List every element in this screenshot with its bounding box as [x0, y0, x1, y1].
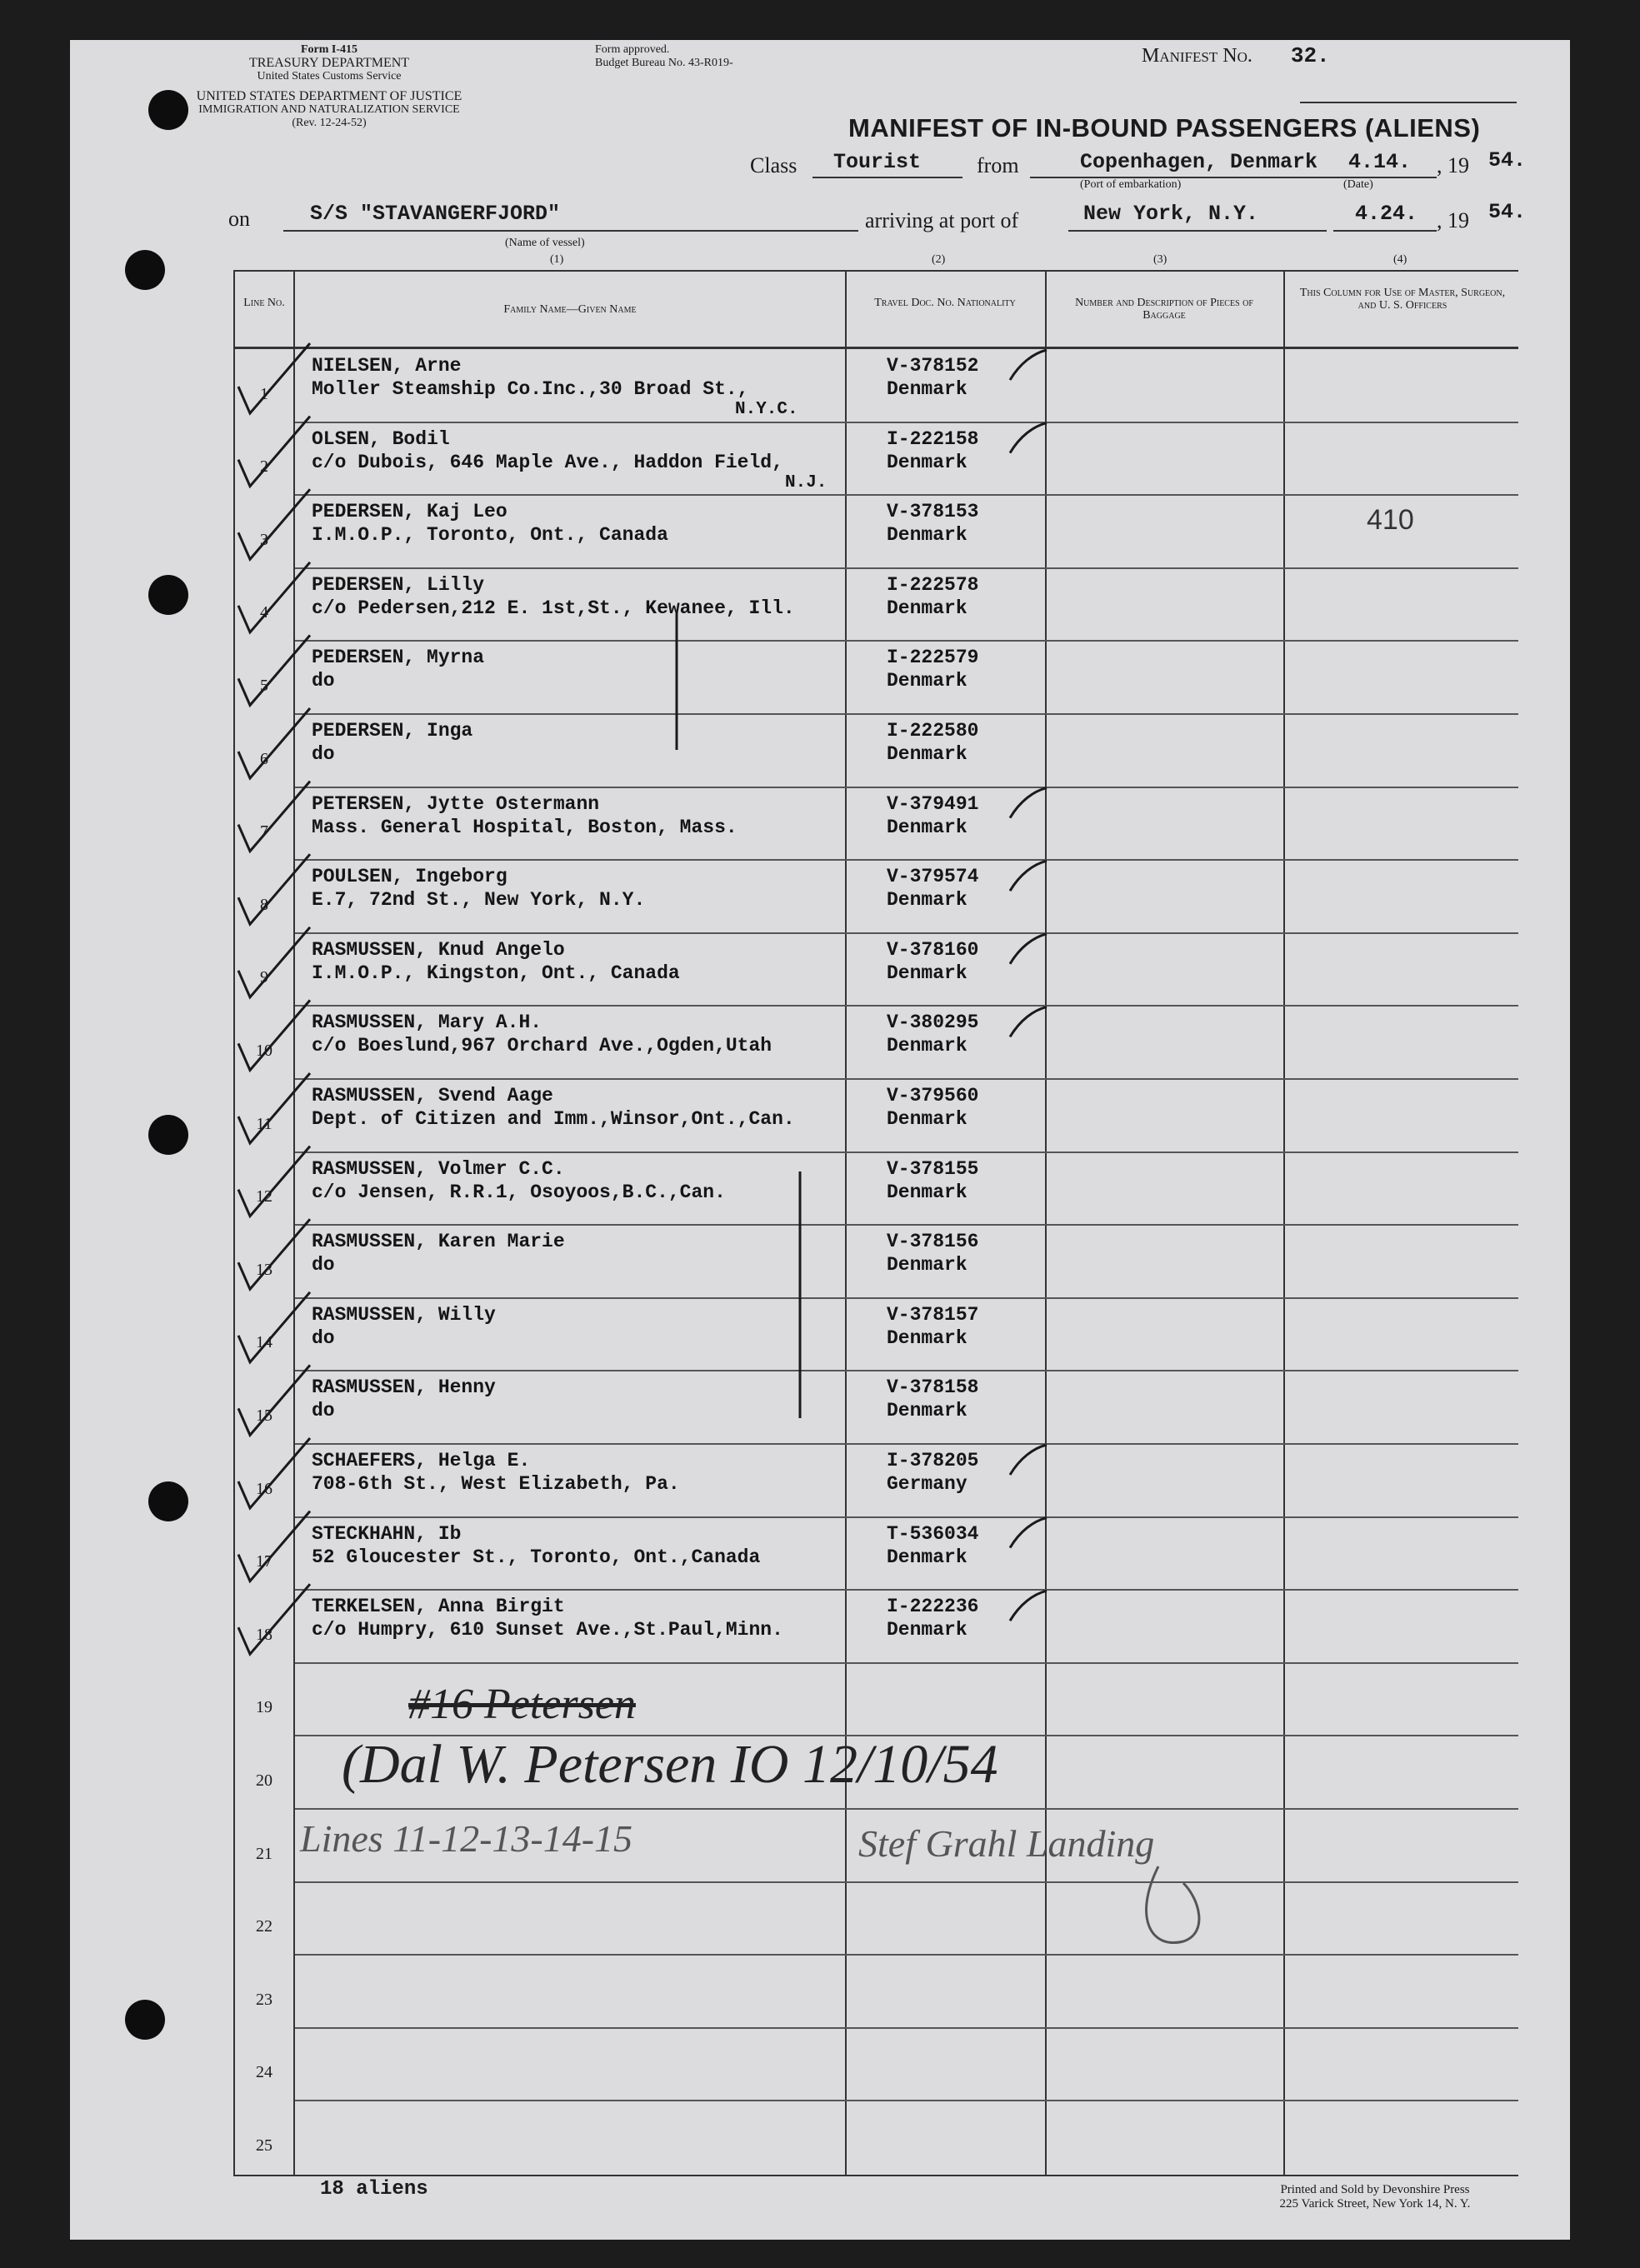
handwritten-line-19: #16 Petersen	[408, 1681, 636, 1728]
passenger-address: do	[312, 743, 335, 765]
date-caption: (Date)	[1343, 178, 1373, 191]
passenger-address: Dept. of Citizen and Imm.,Winsor,Ont.,Can.	[312, 1108, 795, 1130]
embarkation-port: Copenhagen, Denmark	[1080, 150, 1318, 174]
check-mark	[238, 489, 310, 559]
tick-slash	[1010, 350, 1047, 380]
line-number: 8	[260, 895, 268, 914]
arriving-label: arriving at port of	[865, 208, 1019, 232]
col-number-4: (4)	[1393, 253, 1408, 266]
col-header-officers: This Column for Use of Master, Surgeon, and U. S. Officers	[1299, 287, 1506, 312]
passenger-address: Moller Steamship Co.Inc.,30 Broad St.,	[312, 378, 749, 400]
printer-line-2: 225 Varick Street, New York 14, N. Y.	[1279, 2197, 1471, 2211]
line-number: 11	[256, 1114, 272, 1133]
nationality: Denmark	[887, 451, 968, 473]
travel-doc-number: I-222580	[887, 720, 979, 742]
manifest-number-label: Manifest No.	[1142, 45, 1252, 67]
nationality: Denmark	[887, 1326, 968, 1349]
year-prefix-1: , 19	[1437, 153, 1469, 177]
passenger-address-cont: N.J.	[785, 472, 828, 492]
handwritten-flourish	[1147, 1866, 1199, 1943]
check-mark	[238, 1146, 310, 1216]
col-header-line-no: Line No.	[243, 297, 285, 309]
line-number: 21	[256, 1844, 272, 1863]
travel-doc-number: V-378160	[887, 938, 979, 961]
travel-doc-number: I-378205	[887, 1450, 979, 1471]
travel-doc-number: I-222579	[887, 647, 979, 669]
passenger-name: RASMUSSEN, Volmer C.C.	[312, 1157, 565, 1180]
check-mark	[238, 782, 310, 852]
vessel-name: S/S "STAVANGERFJORD"	[310, 202, 561, 226]
handwritten-line-20: (Dal W. Petersen IO 12/10/54	[342, 1734, 998, 1795]
nationality: Denmark	[887, 1181, 968, 1203]
from-label: from	[977, 153, 1019, 177]
printer-line-1: Printed and Sold by Devonshire Press	[1280, 2183, 1470, 2196]
nationality: Denmark	[887, 378, 968, 400]
passenger-address: c/o Jensen, R.R.1, Osoyoos,B.C.,Can.	[312, 1181, 726, 1203]
passenger-name: PEDERSEN, Lilly	[312, 573, 485, 596]
passenger-address: do	[312, 670, 335, 692]
passenger-name: PETERSEN, Jytte Ostermann	[312, 792, 600, 815]
tick-slash	[1010, 1445, 1047, 1475]
line-number: 13	[256, 1260, 272, 1279]
passenger-name: RASMUSSEN, Karen Marie	[312, 1231, 565, 1253]
arrival-date: 4.24.	[1355, 202, 1418, 226]
check-mark	[238, 635, 310, 705]
nationality: Denmark	[887, 889, 968, 912]
col-number-2: (2)	[932, 253, 946, 266]
line-number: 14	[256, 1333, 272, 1352]
travel-doc-number: V-379574	[887, 866, 979, 888]
passenger-address-cont: N.Y.C.	[735, 400, 798, 419]
handwritten-line-21-note: Stef Grahl Landing	[858, 1822, 1155, 1865]
nationality: Denmark	[887, 1546, 968, 1568]
line-number: 23	[256, 1990, 272, 2009]
travel-doc-number: V-378153	[887, 501, 979, 523]
passenger-address: 52 Gloucester St., Toronto, Ont.,Canada	[312, 1546, 761, 1568]
line-number: 6	[260, 749, 268, 768]
check-mark	[238, 1511, 310, 1581]
officer-note: 410	[1367, 504, 1414, 537]
travel-doc-number: V-379491	[887, 792, 979, 815]
year-suffix-2: 54.	[1488, 200, 1527, 224]
passenger-name: RASMUSSEN, Svend Aage	[312, 1085, 553, 1107]
line-number: 24	[256, 2063, 272, 2082]
nationality: Denmark	[887, 1400, 968, 1422]
check-mark	[238, 1292, 310, 1362]
check-mark	[238, 1365, 310, 1435]
col-header-name: Family Name—Given Name	[503, 303, 637, 316]
check-mark	[238, 1000, 310, 1070]
line-number: 22	[256, 1917, 272, 1936]
page-title: MANIFEST OF IN-BOUND PASSENGERS (ALIENS)	[848, 113, 1481, 142]
line-number: 2	[260, 457, 268, 477]
tick-slash	[1010, 861, 1047, 891]
nationality: Denmark	[887, 597, 968, 619]
treasury-dept: TREASURY DEPARTMENT	[248, 56, 410, 70]
nationality: Denmark	[887, 670, 968, 692]
tick-slash	[1010, 934, 1047, 964]
passenger-address: I.M.O.P., Kingston, Ont., Canada	[312, 962, 680, 984]
year-suffix-1: 54.	[1488, 148, 1527, 172]
line-number: 15	[256, 1406, 272, 1425]
check-mark	[238, 854, 310, 924]
passenger-address: c/o Humpry, 610 Sunset Ave.,St.Paul,Minn.	[312, 1619, 783, 1641]
total-aliens: 18 aliens	[320, 2178, 428, 2201]
passenger-name: POULSEN, Ingeborg	[312, 866, 508, 888]
manifest-number-value: 32.	[1290, 43, 1330, 68]
form-revision: (Rev. 12-24-52)	[292, 117, 367, 129]
travel-doc-number: V-378157	[887, 1303, 979, 1326]
check-mark	[238, 1219, 310, 1289]
col-number-1: (1)	[550, 253, 564, 266]
check-mark	[238, 1438, 310, 1508]
passenger-address: I.M.O.P., Toronto, Ont., Canada	[312, 524, 668, 547]
travel-doc-number: I-222158	[887, 427, 979, 450]
passenger-name: SCHAEFERS, Helga E.	[312, 1450, 531, 1471]
passenger-address: c/o Pedersen,212 E. 1st,St., Kewanee, Ill.	[312, 597, 795, 619]
travel-doc-number: I-222578	[887, 573, 979, 596]
year-prefix-2: , 19	[1437, 208, 1469, 232]
passenger-name: RASMUSSEN, Henny	[312, 1376, 496, 1399]
nationality: Denmark	[887, 1108, 968, 1130]
form-number: Form I-415	[300, 43, 358, 56]
passenger-address: c/o Dubois, 646 Maple Ave., Haddon Field,	[312, 451, 783, 473]
travel-doc-number: V-379560	[887, 1085, 979, 1107]
tick-slash	[1010, 423, 1047, 453]
ins-service: IMMIGRATION AND NATURALIZATION SERVICE	[198, 103, 460, 116]
passenger-address: c/o Boeslund,967 Orchard Ave.,Ogden,Utah	[312, 1035, 772, 1057]
class-value: Tourist	[833, 150, 922, 174]
line-number: 18	[256, 1625, 272, 1644]
nationality: Denmark	[887, 1619, 968, 1641]
passenger-address: 708-6th St., West Elizabeth, Pa.	[312, 1473, 680, 1495]
passenger-name: STECKHAHN, Ib	[312, 1522, 462, 1545]
passenger-address: do	[312, 1254, 335, 1276]
passenger-name: PEDERSEN, Inga	[312, 720, 473, 742]
travel-doc-number: V-378152	[887, 355, 979, 377]
line-number: 25	[256, 2136, 272, 2155]
line-number: 19	[256, 1698, 272, 1717]
line-number: 7	[260, 822, 268, 842]
line-number: 16	[256, 1479, 272, 1498]
passenger-address: E.7, 72nd St., New York, N.Y.	[312, 889, 646, 912]
passenger-name: RASMUSSEN, Knud Angelo	[312, 938, 565, 961]
travel-doc-number: T-536034	[887, 1522, 979, 1545]
departure-date: 4.14.	[1348, 150, 1412, 174]
travel-doc-number: V-378158	[887, 1376, 979, 1399]
nationality: Denmark	[887, 524, 968, 547]
passenger-address: do	[312, 1326, 335, 1349]
nationality: Denmark	[887, 743, 968, 765]
nationality: Denmark	[887, 1254, 968, 1276]
tick-slash	[1010, 1518, 1047, 1548]
tick-slash	[1010, 1007, 1047, 1037]
handwritten-line-21: Lines 11-12-13-14-15	[300, 1817, 633, 1860]
embarkation-caption: (Port of embarkation)	[1080, 178, 1182, 191]
justice-dept: UNITED STATES DEPARTMENT OF JUSTICE	[196, 89, 462, 103]
passenger-name: RASMUSSEN, Mary A.H.	[312, 1012, 542, 1034]
tick-slash	[1010, 788, 1047, 818]
travel-doc-number: I-222236	[887, 1596, 979, 1618]
customs-service: United States Customs Service	[257, 70, 402, 82]
line-number: 20	[256, 1771, 272, 1790]
on-label: on	[228, 207, 250, 231]
nationality: Denmark	[887, 816, 968, 838]
col-header-travel-doc: Travel Doc. No. Nationality	[874, 297, 1016, 309]
passenger-name: RASMUSSEN, Willy	[312, 1303, 496, 1326]
vessel-caption: (Name of vessel)	[505, 237, 585, 249]
passenger-name: OLSEN, Bodil	[312, 427, 450, 450]
class-label: Class	[750, 153, 798, 177]
tick-slash	[1010, 1591, 1047, 1621]
line-number: 5	[260, 677, 268, 695]
col-header-baggage: Number and Description of Pieces of Baggage	[1075, 297, 1253, 322]
line-number: 12	[256, 1187, 272, 1206]
passenger-name: PEDERSEN, Kaj Leo	[312, 501, 508, 523]
passenger-name: PEDERSEN, Myrna	[312, 647, 485, 669]
travel-doc-number: V-378155	[887, 1157, 979, 1180]
check-mark	[238, 562, 310, 632]
form-approved: Form approved.	[595, 43, 670, 56]
nationality: Germany	[887, 1473, 968, 1495]
passenger-address: Mass. General Hospital, Boston, Mass.	[312, 816, 738, 838]
line-number: 1	[260, 384, 268, 403]
check-mark	[238, 927, 310, 997]
check-mark	[238, 1073, 310, 1143]
nationality: Denmark	[887, 1035, 968, 1057]
passenger-address: do	[312, 1400, 335, 1422]
line-number: 9	[260, 968, 268, 987]
nationality: Denmark	[887, 962, 968, 984]
travel-doc-number: V-380295	[887, 1012, 979, 1034]
col-number-3: (3)	[1153, 253, 1168, 266]
check-mark	[238, 343, 310, 413]
line-number: 17	[256, 1552, 272, 1571]
budget-bureau: Budget Bureau No. 43-R019-	[595, 57, 733, 69]
check-mark	[238, 1584, 310, 1654]
line-number: 10	[256, 1042, 272, 1060]
line-number: 4	[260, 603, 268, 622]
arrival-port: New York, N.Y.	[1083, 202, 1259, 226]
travel-doc-number: V-378156	[887, 1231, 979, 1253]
check-mark	[238, 708, 310, 778]
passenger-name: NIELSEN, Arne	[312, 355, 462, 377]
check-mark	[238, 417, 310, 487]
line-number: 3	[260, 530, 268, 549]
passenger-name: TERKELSEN, Anna Birgit	[312, 1596, 565, 1618]
